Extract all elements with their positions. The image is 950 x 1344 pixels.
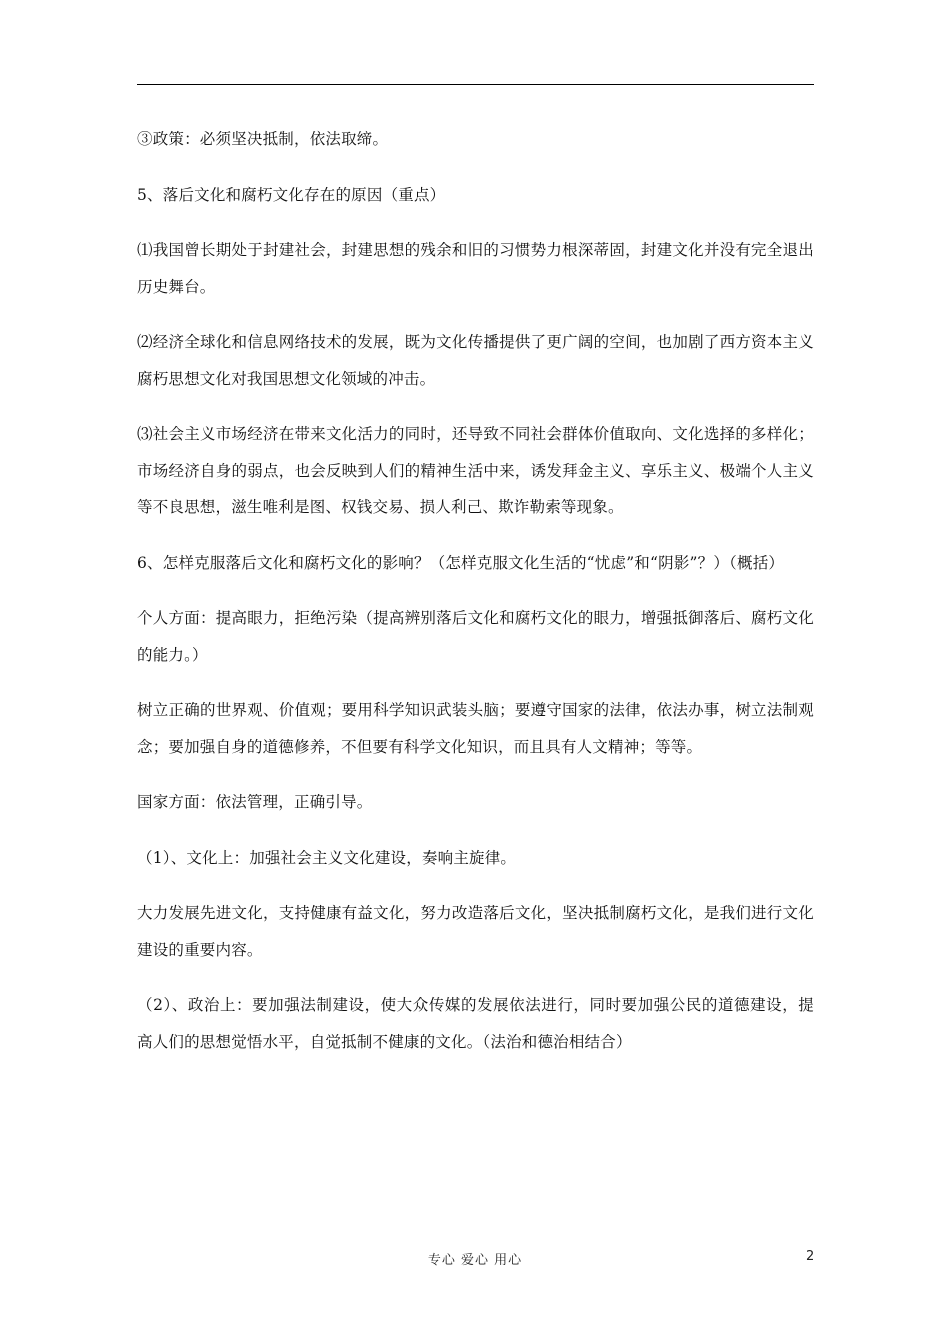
paragraph-politics: （2）、政治上：要加强法制建设，使大众传媒的发展依法进行，同时要加强公民的道德建设，提高人们的思想觉悟水平，自觉抵制不健康的文化。（法治和德治相结合） [137, 996, 814, 1051]
paragraph-develop: 大力发展先进文化，支持健康有益文化，努力改造落后文化，坚决抵制腐朽文化，是我们进行文化建设的重要内容。 [137, 904, 814, 959]
paragraph-reason-2: ⑵经济全球化和信息网络技术的发展，既为文化传播提供了更广阔的空间，也加剧了西方资本主义腐朽思想文化对我国思想文化领域的冲击。 [137, 333, 814, 388]
paragraph-reason-3: ⑶社会主义市场经济在带来文化活力的同时，还导致不同社会群体价值取向、文化选择的多样化；市场经济自身的弱点，也会反映到人们的精神生活中来，诱发拜金主义、享乐主义、极端个人主义等不良思想，滋生唯利是图、权钱交易、损人利己、欺诈勒索等现象。 [137, 425, 814, 516]
document-body [137, 121, 814, 1079]
header-rule [137, 84, 814, 85]
paragraph-reason-1: ⑴我国曾长期处于封建社会，封建思想的残余和旧的习惯势力根深蒂固，封建文化并没有完全退出历史舞台。 [137, 241, 814, 296]
paragraph-personal: 个人方面：提高眼力，拒绝污染（提高辨别落后文化和腐朽文化的眼力，增强抵御落后、腐朽文化的能力。） [137, 609, 814, 664]
heading-6-overcome: 6、怎样克服落后文化和腐朽文化的影响？（怎样克服文化生活的“忧虑”和“阴影”？）（概括） [137, 553, 785, 572]
paragraph-policy: ③政策：必须坚决抵制，依法取缔。 [137, 130, 389, 148]
paragraph-worldview: 树立正确的世界观、价值观；要用科学知识武装头脑；要遵守国家的法律，依法办事，树立法制观念；要加强自身的道德修养，不但要有科学文化知识，而且具有人文精神；等等。 [137, 701, 814, 756]
page-number: 2 [806, 1249, 815, 1264]
heading-5-reasons: 5、落后文化和腐朽文化存在的原因（重点） [137, 185, 446, 204]
paragraph-culture: （1）、文化上：加强社会主义文化建设，奏响主旋律。 [137, 848, 517, 867]
footer-slogan: 专心 爱心 用心 [427, 1253, 523, 1268]
paragraph-national: 国家方面：依法管理，正确引导。 [137, 793, 373, 811]
